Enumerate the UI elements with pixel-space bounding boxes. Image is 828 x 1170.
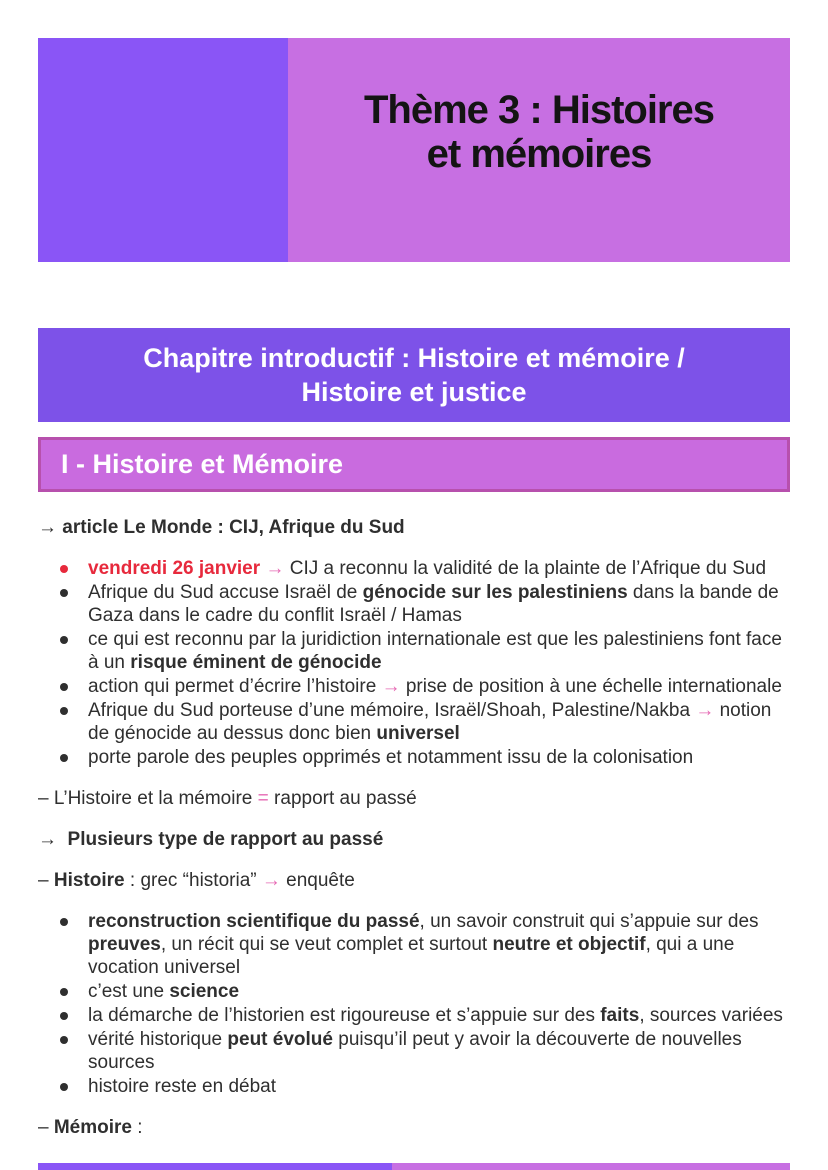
arrow-icon: → [261,870,281,891]
bullet-dot [60,1012,68,1020]
text-run: vendredi 26 janvier [88,558,261,579]
text-run: Afrique du Sud porteuse d’une mémoire, Israël/Shoah, Palestine/Nakba [88,700,696,721]
text-run: universel [376,723,460,744]
bullet-item [38,699,790,745]
text-run: Histoire [53,870,125,891]
hero-purple-block [38,38,288,262]
text-run: : grec “historia” [124,870,262,891]
hero-banner [38,38,790,262]
bullet-dot [60,754,68,762]
bullet-item [38,910,790,979]
page-title-line-1: Thème 3 : Histoires [363,88,714,132]
text-run: la démarche de l’historien est rigoureuse et s’appuie sur des [88,1005,601,1026]
chapter-banner [38,328,790,422]
text-run: Mémoire [53,1117,132,1138]
bullet-item [38,557,790,580]
bullet-item [38,628,790,674]
bullet-dot [60,1083,68,1091]
text-run: , qui a une vocation universel [88,934,740,978]
text-run: , un récit qui se veut complet et surtout [160,934,493,955]
hero-pink-block [288,38,790,262]
text-run: rapport au passé [268,788,417,809]
text-run: ce qui est reconnu par la juridiction internationale est que les palestiniens font face à un [88,629,788,673]
next-banner-peek [38,1163,790,1170]
text-run: porte parole des peuples opprimés et notamment issu de la colonisation [88,747,694,768]
section-title: I - Histoire et Mémoire [61,449,344,479]
text-run: vérité historique [88,1029,228,1050]
text-run: histoire reste en débat [88,1076,277,1097]
body-content [38,498,790,1157]
text-run: génocide sur les palestiniens [362,582,628,603]
chapter-title-line-1: Chapitre introductif : Histoire et mémoire / [143,343,685,373]
page-title-line-2: et mémoires [426,132,652,176]
bullet-dot [60,589,68,597]
text-run: puisqu’il peut y avoir la découverte de nouvelles sources [88,1029,748,1073]
text-run: notion de génocide au dessus donc bien [88,700,777,744]
section-banner [38,437,790,492]
text-run: reconstruction scientifique du passé [88,911,420,932]
text-run: , sources variées [639,1005,783,1026]
arrow-icon: → [381,676,401,697]
page-title [364,88,714,176]
paragraph [38,869,790,892]
bullet-dot [60,1036,68,1044]
text-run: neutre et objectif [492,934,646,955]
next-banner-pink-block [392,1163,790,1170]
bullet-dot [60,636,68,644]
bullet-dot [60,918,68,926]
chapter-title-line-2: Histoire et justice [301,377,527,407]
paragraph [38,787,790,810]
text-run: Afrique du Sud accuse Israël de [88,582,363,603]
paragraph [38,516,790,539]
text-run: , un savoir construit qui s’appuie sur des [419,911,764,932]
text-run: → article Le Monde : CIJ, Afrique du Sud [38,517,405,538]
text-run: – L’Histoire et la mémoire [38,788,258,809]
text-run: enquête [280,870,355,891]
bullet-item [38,1028,790,1074]
text-run: prise de position à une échelle internationale [400,676,782,697]
next-banner-purple-block [38,1163,392,1170]
bullet-list [38,557,790,769]
text-run: – [38,1117,54,1138]
bullet-item [38,581,790,627]
text-run: – [38,870,54,891]
bullet-item [38,1075,790,1098]
paragraph [38,828,790,851]
bullet-dot [60,988,68,996]
arrow-icon: → [265,558,285,579]
text-run: dans la bande de Gaza dans le cadre du conflit Israël / Hamas [88,582,785,626]
text-run: → Plusieurs type de rapport au passé [38,829,384,850]
text-run: c’est une [88,981,170,1002]
bullet-item [38,980,790,1003]
text-run: action qui permet d’écrire l’histoire [88,676,382,697]
paragraph [38,1116,790,1139]
text-run: : [132,1117,143,1138]
text-run: science [169,981,240,1002]
bullet-item [38,675,790,698]
arrow-icon: → [695,700,715,721]
bullet-dot [60,707,68,715]
text-run: faits [600,1005,640,1026]
bullet-list [38,910,790,1098]
bullet-dot [60,683,68,691]
text-run: risque éminent de génocide [130,652,382,673]
bullet-item [38,746,790,769]
bullet-dot [60,565,68,573]
text-run: CIJ a reconnu la validité de la plainte de l’Afrique du Sud [284,558,767,579]
text-run: preuves [88,934,161,955]
equals-icon: = [257,788,269,809]
bullet-item [38,1004,790,1027]
text-run: peut évolué [227,1029,333,1050]
